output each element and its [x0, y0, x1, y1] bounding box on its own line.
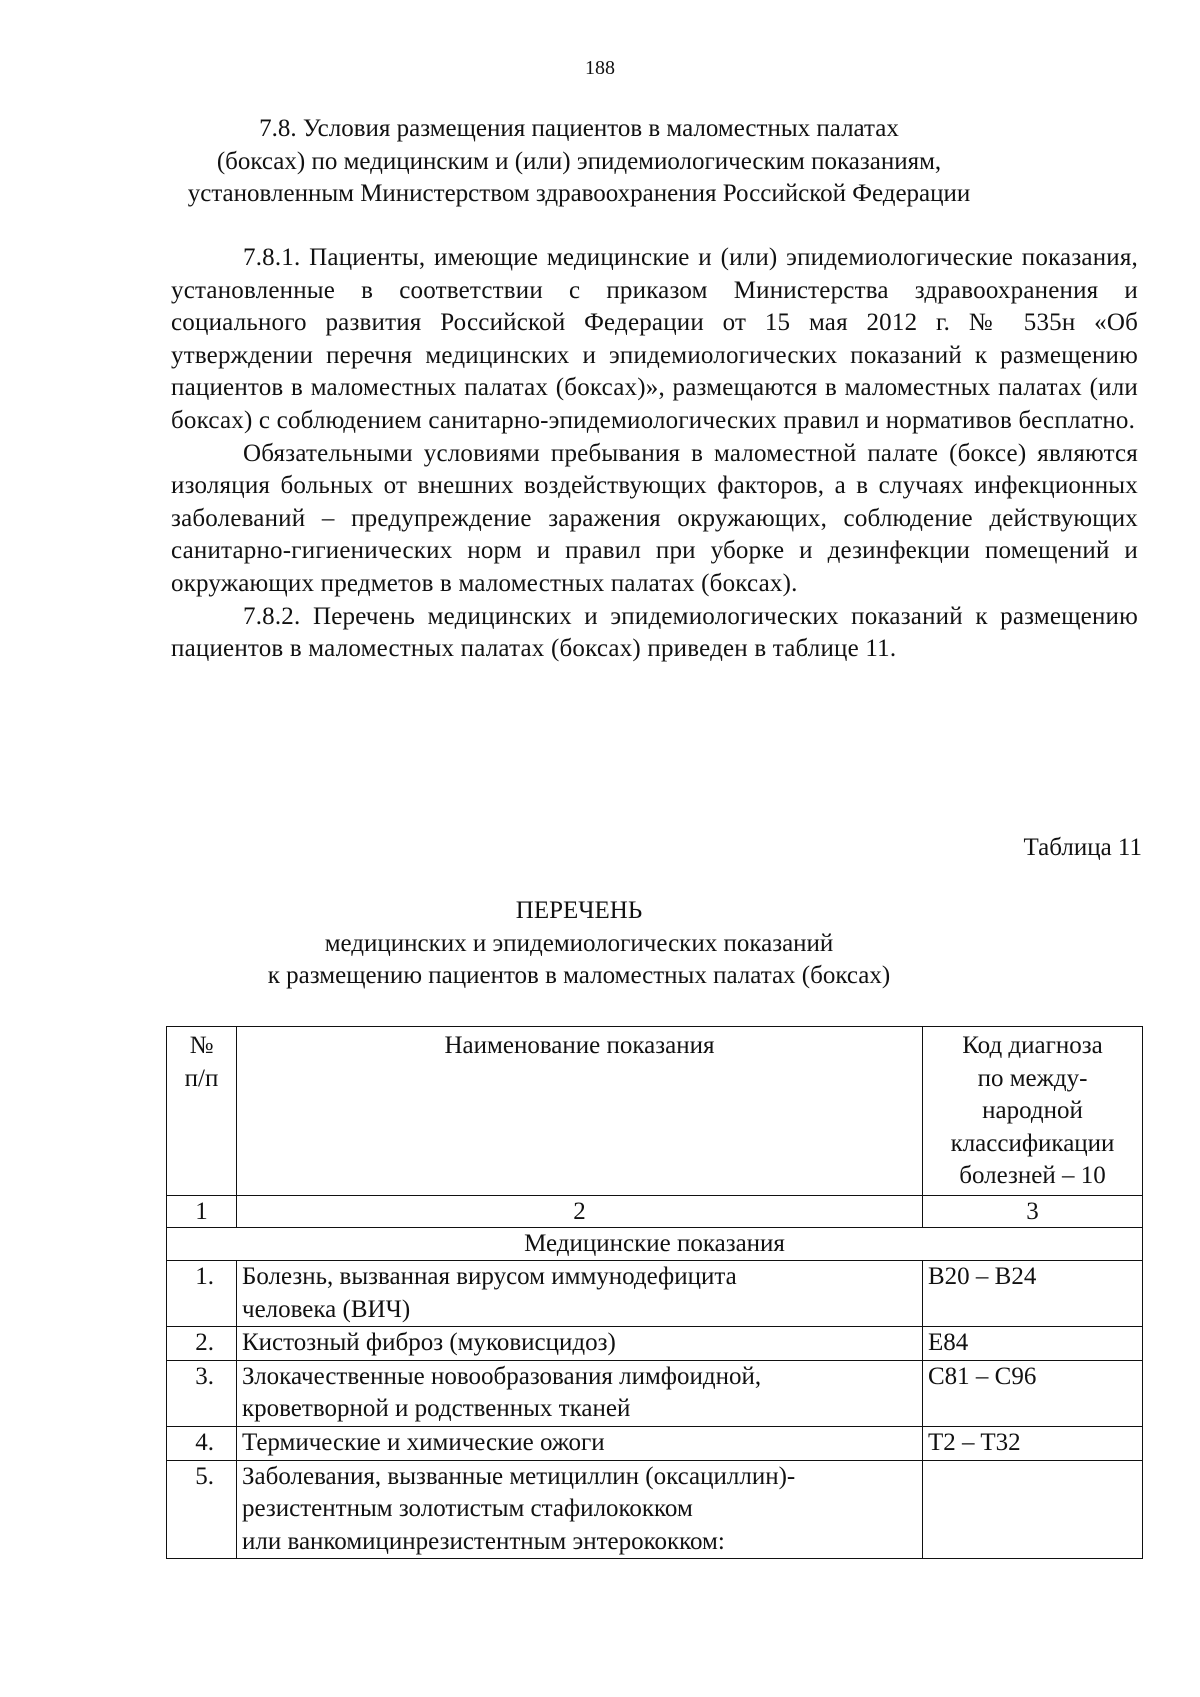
group-title: Медицинские показания [167, 1227, 1143, 1260]
list-heading-title: ПЕРЕЧЕНЬ [515, 897, 643, 924]
table-label: Таблица 11 [1023, 834, 1142, 861]
table-header-row [167, 1027, 1143, 1196]
column-number: 3 [923, 1195, 1143, 1227]
header-number: № п/п [167, 1027, 237, 1196]
paragraph-7-8-1: 7.8.1. Пациенты, имеющие медицинские и (или) эпидемиологические показания, установленные в соответствии с приказом Министерства здравоохранения и социального развития Российской Федерации от 15 мая 2012 г. № 535н «Об утверждении перечня медицинских и эпидемиологических показаний к размещению пациентов в маломестных палатах (боксах)», размещаются в маломестных палатах (или боксах) с соблюдением санитарно-эпидемиологических правил и нормативов бесплатно. [171, 244, 1138, 434]
table-row [167, 1426, 1143, 1460]
table-row [167, 1360, 1143, 1426]
paragraph-conditions: Обязательными условиями пребывания в маломестной палате (боксе) являются изоляция больных от внешних воздействующих факторов, а в случаях инфекционных заболеваний – предупреждение заражения окружающих, соблюдение действующих санитарно-гигиенических норм и правил при уборке и дезинфекции помещений и окружающих предметов в маломестных палатах (боксах). [171, 439, 1138, 597]
row-number: 3. [167, 1360, 237, 1426]
row-name: Кистозный фиброз (муковисцидоз) [237, 1327, 923, 1361]
header-code: Код диагноза по между- народной классификации болезней – 10 [923, 1027, 1143, 1196]
table-row [167, 1460, 1143, 1559]
group-row [167, 1227, 1143, 1260]
section-title-line: установленным Министерством здравоохранения Российской Федерации [187, 180, 971, 208]
row-code: T2 – T32 [923, 1426, 1143, 1460]
page-number: 188 [585, 57, 615, 79]
column-numbers-row [167, 1195, 1143, 1227]
row-code: B20 – B24 [923, 1260, 1143, 1326]
row-code: C81 – C96 [923, 1360, 1143, 1426]
row-name: Злокачественные новообразования лимфоидной, кроветворной и родственных тканей [237, 1360, 923, 1426]
header-name: Наименование показания [237, 1027, 923, 1196]
row-number: 1. [167, 1260, 237, 1326]
paragraph-7-8-2: 7.8.2. Перечень медицинских и эпидемиологических показаний к размещению пациентов в маломестных палатах (боксах) приведен в таблице 11. [171, 602, 1138, 663]
section-title-line: (боксах) по медицинским и (или) эпидемиологическим показаниям, [216, 147, 942, 175]
indications-table [166, 1026, 1143, 1559]
row-name: Болезнь, вызванная вирусом иммунодефицита человека (ВИЧ) [237, 1260, 923, 1326]
row-number: 2. [167, 1327, 237, 1361]
row-code: E84 [923, 1327, 1143, 1361]
row-number: 5. [167, 1460, 237, 1559]
list-heading-subtitle: медицинских и эпидемиологических показаний [324, 929, 834, 957]
column-number: 1 [167, 1195, 237, 1227]
row-number: 4. [167, 1426, 237, 1460]
section-title-line: 7.8. Условия размещения пациентов в маломестных палатах [259, 115, 899, 142]
table-row [167, 1327, 1143, 1361]
list-heading-subtitle: к размещению пациентов в маломестных палатах (боксах) [267, 962, 891, 990]
column-number: 2 [237, 1195, 923, 1227]
list-heading [160, 895, 998, 993]
row-code [923, 1460, 1143, 1559]
body-text [171, 242, 1138, 666]
table-row [167, 1260, 1143, 1326]
row-name: Термические и химические ожоги [237, 1426, 923, 1460]
section-title [160, 113, 998, 211]
row-name: Заболевания, вызванные метициллин (оксациллин)- резистентным золотистым стафилококком или ванкомицинрезистентным энтерококком: [237, 1460, 923, 1559]
